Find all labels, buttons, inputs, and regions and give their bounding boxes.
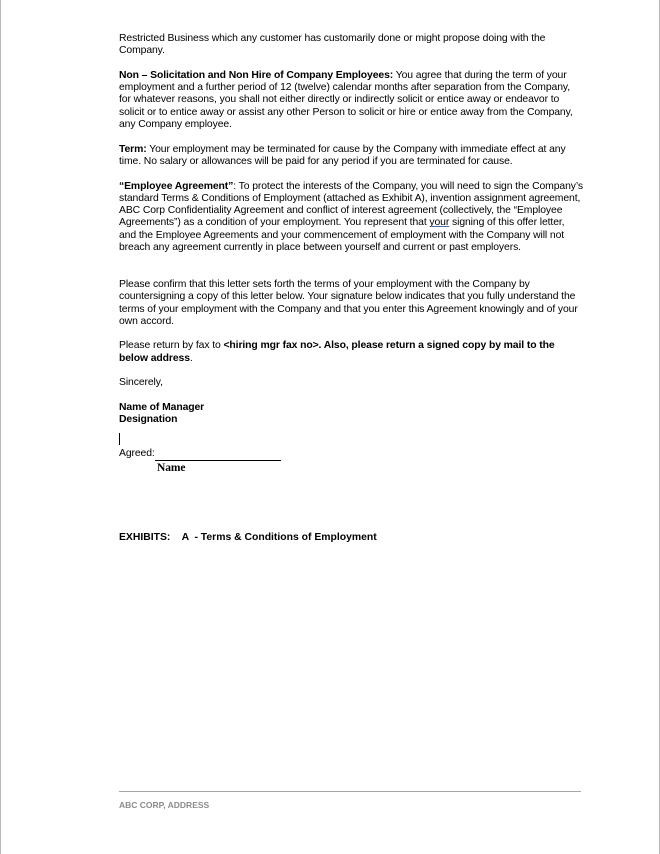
term-paragraph xyxy=(119,144,583,169)
non-solicitation-paragraph xyxy=(119,70,583,131)
employee-agreement-text-2: signing of this offer letter, and the Employee Agreements and your commencement of employment with the Company will not breach any agreement currently in place between yourself and current or past employers. xyxy=(119,217,565,254)
signatory-block xyxy=(119,402,583,427)
letter-body xyxy=(119,33,583,474)
employee-agreement-paragraph xyxy=(119,181,583,255)
footer-address: ABC CORP, ADDRESS xyxy=(119,800,210,810)
non-solicitation-heading: Non – Solicitation and Non Hire of Company Employees: xyxy=(119,69,394,81)
employee-agreement-underlined-word: your xyxy=(429,217,450,229)
agreed-line[interactable] xyxy=(119,447,583,461)
blank-line xyxy=(119,267,583,279)
return-paragraph xyxy=(119,340,583,365)
signature-line[interactable] xyxy=(155,450,281,461)
return-text-2: . xyxy=(189,352,193,364)
term-text: Your employment may be terminated for cause by the Company with immediate effect at any time. No salary or allowances will be paid for any period if you are terminated for cause. xyxy=(119,143,566,167)
closing: Sincerely, xyxy=(119,377,163,389)
text-cursor xyxy=(119,433,120,445)
employee-agreement-text-1: : To protect the interests of the Company, you will need to sign the Company’s standard Terms & Conditions of Employment (attached as Exhibit A), invention assignment agreement, ABC Corp Confidentiality Agreement and conflict of interest agreement (collectively, the “Employee Agreements”) as a condition of your employment. You represent that xyxy=(119,180,583,229)
intro-paragraph: Restricted Business which any customer has customarily done or might propose doing with the Company. xyxy=(119,33,546,57)
exhibit-a: A - Terms & Conditions of Employment xyxy=(181,532,377,543)
non-solicitation-text: You agree that during the term of your employment and a further period of 12 (twelve) calendar months after separation from the Company, for whatever reasons, you shall not either directly or indirectly solicit or entice away or endeavor to solicit or to entice away or assist any other Person to solicit or hire or entice away from the Company, any Company employee. xyxy=(119,69,573,131)
signature-name-label: Name xyxy=(157,461,186,474)
term-heading: Term: xyxy=(119,143,147,155)
confirm-paragraph: Please confirm that this letter sets forth the terms of your employment with the Company by countersigning a copy of this letter below. Your signature below indicates that you fully understand the terms of your employment with the Company and that you enter this Agreement knowingly and of your own accord. xyxy=(119,278,578,327)
exhibits-label: EXHIBITS: xyxy=(119,532,171,543)
signatory-name: Name of Manager xyxy=(119,401,205,413)
return-bold-text: <hiring mgr fax no>. Also, please return a signed copy by mail to the below address xyxy=(119,340,555,364)
employee-agreement-heading: “Employee Agreement” xyxy=(119,180,234,192)
exhibits-line xyxy=(119,532,377,543)
agreed-label: Agreed: xyxy=(119,448,155,460)
signatory-designation: Designation xyxy=(119,414,178,426)
footer-divider xyxy=(119,791,581,792)
return-text-1: Please return by fax to xyxy=(119,340,224,352)
